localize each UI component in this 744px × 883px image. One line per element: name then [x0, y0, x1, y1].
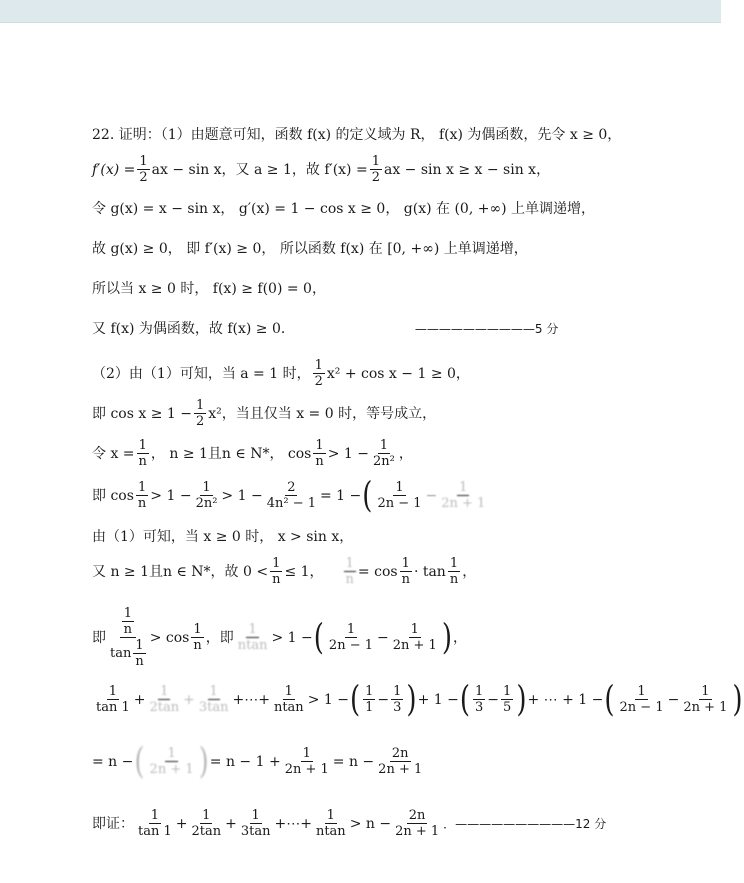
- fraction-1-over-5: $\frac{1}{5}$: [503, 684, 512, 715]
- blurred-term: −: [425, 487, 438, 504]
- text: > 1 −: [221, 487, 263, 504]
- fraction-1-over-3: $\frac{1}{3}$: [393, 684, 402, 715]
- fraction-1-over-ntan: $\frac{1}{ntan}$: [315, 808, 346, 839]
- right-paren: ): [198, 741, 209, 782]
- text: > n −: [349, 815, 392, 832]
- text: ，: [462, 563, 477, 580]
- fraction-1-over-n: $\frac{1}{n}$: [193, 622, 202, 653]
- text: 由（1）可知，当 x ≥ 0 时， x > sin x，: [92, 529, 354, 545]
- proof-line-12: [92, 556, 476, 587]
- proof-line-15: [92, 741, 426, 782]
- score-marker: ．——————————12 分: [443, 816, 607, 831]
- left-paren: (: [349, 679, 361, 720]
- fraction-1-over-1: $\frac{1}{1}$: [365, 684, 374, 715]
- fraction-2-over-4n2: $\frac{2}{\text{4n² − 1}}$: [266, 480, 316, 511]
- proof-line-16: 即证： $\frac{1}{\tan 1}$ + $\frac{1}{2\tan}$ + $\frac{1}{3\tan}$ +⋯+ $\frac{1}{ntan}$ > n − $\frac{2n}{2n + 1}$ ．——————————12 分: [92, 808, 607, 839]
- text: = n −: [332, 753, 375, 770]
- text: = n −: [92, 753, 134, 770]
- text: ，: [398, 445, 413, 462]
- fraction-1-over-tan1: $\frac{1}{\tan 1}$: [138, 808, 172, 839]
- fraction-blurred: $\frac{1}{2n + 1}$: [441, 480, 486, 511]
- proof-line-9: [92, 438, 413, 469]
- text: ax − sin x，又 a ≥ 1，故 f′(x) =: [151, 161, 368, 178]
- fraction-half: $\frac{1}{2}$: [314, 358, 323, 389]
- proof-line-4: [92, 240, 528, 258]
- proof-line-3: [92, 200, 595, 218]
- right-paren: ): [732, 679, 743, 720]
- fraction-1-over-n: $\frac{1}{n}$: [272, 556, 281, 587]
- text: · tan: [413, 563, 446, 580]
- fraction-1-over-n: $\frac{1}{n}$: [137, 480, 147, 511]
- text: 即证：: [92, 815, 134, 832]
- left-paren: (: [313, 617, 324, 658]
- proof-line-8: [92, 398, 436, 429]
- fraction-blurred: $\frac{1}{2n + 1}$: [149, 746, 194, 777]
- right-paren: ): [441, 617, 452, 658]
- text: 所以当 x ≥ 0 时， f(x) ≥ f(0) = 0，: [92, 281, 326, 297]
- text: > 1 −: [307, 691, 349, 708]
- proof-line-13: 即 $\frac{1}{n}$ tan $\frac{1}{n}$ > cos $\frac{1}{n}$ ，即 $\frac{1}{ntan}$ > 1 − ( $\frac{1}{2n - 1}$ − $\frac{1}{2n + 1}$ ) ，: [92, 606, 467, 669]
- fraction-1-over-2n2: $\frac{1}{\text{2n²}}$: [373, 438, 395, 469]
- fraction-1-over-n: $\frac{1}{n}$: [315, 438, 324, 469]
- proof-line-14: $\frac{1}{\tan 1}$ + $\frac{1}{2\tan}$ + $\frac{1}{3\tan}$ +⋯+ $\frac{1}{ntan}$ > 1 − ( $\frac{1}{1}$ − $\frac{1}{3}$ ) + 1 − ( $\frac{1}{3}$ − $\frac{1}{5}$ ) + ⋯ + 1 − ( $\frac{1}{2n - 1}$ − $\frac{1}{2n + 1}$ ): [96, 679, 743, 720]
- fraction-1-over-n: $\frac{1}{n}$: [449, 556, 459, 587]
- fraction-1-over-ntan: $\frac{1}{ntan}$: [273, 684, 304, 715]
- fraction-blurred: $\frac{1}{ntan}$: [237, 622, 268, 653]
- fraction-1-over-n: $\frac{1}{n}$: [138, 438, 147, 469]
- fraction-1-over-3: $\frac{1}{3}$: [475, 684, 484, 715]
- text: 即 cos: [92, 487, 134, 504]
- text: x²，当且仅当 x = 0 时，等号成立，: [208, 405, 437, 422]
- text: ， n ≥ 1且n ∈ N*， cos: [150, 445, 312, 462]
- text: = 1 −: [320, 487, 362, 504]
- text: ax − sin x ≥ x − sin x，: [383, 161, 551, 178]
- text: = cos: [357, 563, 398, 580]
- text: 即 cos x ≥ 1 −: [92, 405, 192, 422]
- top-toolbar-strip: [0, 0, 721, 23]
- fraction-half: $\frac{1}{2}$: [371, 154, 380, 185]
- right-paren: ): [516, 679, 527, 720]
- text: 令 x =: [92, 445, 135, 462]
- text: （2）由（1）可知，当 a = 1 时，: [92, 365, 311, 382]
- fraction-2n-over-2n+1: $\frac{2n}{2n + 1}$: [395, 808, 440, 839]
- text: 令 g(x) = x − sin x， g′(x) = 1 − cos x ≥ 0， g(x) 在 (0, +∞) 上单调递增，: [92, 201, 596, 217]
- proof-line-1: [92, 126, 621, 144]
- text: > 1 −: [327, 445, 370, 462]
- text: 又 n ≥ 1且n ∈ N*，故 0 <: [92, 563, 269, 580]
- left-paren: (: [604, 679, 615, 720]
- text: ，: [452, 629, 467, 646]
- proof-line-7: [92, 358, 470, 389]
- proof-line-6: [92, 320, 558, 338]
- fraction-1-over-2n-1: $\frac{1}{2n - 1}$: [619, 684, 664, 715]
- fraction-2n-over-2n+1: $\frac{2n}{2n + 1}$: [378, 746, 423, 777]
- text: = n − 1 +: [209, 753, 281, 770]
- fraction-blurred: $\frac{1}{2\tan}$: [149, 684, 180, 715]
- text: 又 f(x) 为偶函数，故 f(x) ≥ 0．: [92, 321, 295, 337]
- text: 22. 证明：（1）由题意可知，函数 f(x) 的定义域为 R， f(x) 为偶函数，先令 x ≥ 0，: [92, 127, 622, 143]
- fraction-half: $\frac{1}{2}$: [195, 398, 205, 429]
- text: 即: [92, 629, 106, 646]
- text: > 1 −: [150, 487, 192, 504]
- left-paren: (: [134, 741, 145, 782]
- fraction-1-over-2n-1: $\frac{1}{2n - 1}$: [328, 622, 373, 653]
- fraction-1-over-n: $\frac{1}{n}$: [401, 556, 410, 587]
- right-paren: ): [406, 679, 417, 720]
- fraction-half: $\frac{1}{2}$: [139, 154, 148, 185]
- proof-line-10: [92, 475, 489, 516]
- proof-line-5: [92, 280, 326, 298]
- fraction-1-over-2n+1: $\frac{1}{2n + 1}$: [284, 746, 329, 777]
- fraction-1-over-2tan: $\frac{1}{2\tan}$: [191, 808, 222, 839]
- fraction-1-over-2n-1: $\frac{1}{2n - 1}$: [377, 480, 422, 511]
- fraction-1-over-3tan: $\frac{1}{3\tan}$: [240, 808, 271, 839]
- text: f′(x) =: [92, 161, 136, 178]
- text: > 1 −: [271, 629, 313, 646]
- text: + ⋯ + 1 −: [527, 691, 604, 708]
- text: + 1 −: [417, 691, 459, 708]
- fraction-1-over-2n+1: $\frac{1}{2n + 1}$: [683, 684, 728, 715]
- text: ，即: [205, 629, 234, 646]
- fraction-1-over-2n2: $\frac{1}{\text{2n²}}$: [195, 480, 218, 511]
- proof-line-2: [92, 154, 550, 185]
- fraction-1-over-tan1: $\frac{1}{\tan 1}$: [96, 684, 130, 715]
- fraction-nested: $\frac{1}{n}$ tan $\frac{1}{n}$: [110, 606, 144, 669]
- text: ≤ 1，: [284, 563, 324, 580]
- fraction-blurred: $\frac{1}{n}$: [345, 556, 354, 587]
- fraction-blurred: $\frac{1}{3\tan}$: [198, 684, 229, 715]
- score-marker: ——————————5 分: [414, 322, 559, 336]
- left-paren: (: [362, 475, 373, 516]
- text: x² + cos x − 1 ≥ 0，: [326, 365, 470, 382]
- text: > cos: [149, 629, 190, 646]
- proof-line-11: [92, 528, 353, 546]
- document-page: [0, 22, 743, 883]
- left-paren: (: [459, 679, 471, 720]
- fraction-1-over-2n+1: $\frac{1}{2n + 1}$: [392, 622, 437, 653]
- text: 故 g(x) ≥ 0， 即 f′(x) ≥ 0， 所以函数 f(x) 在 [0, +∞) 上单调递增，: [92, 241, 528, 257]
